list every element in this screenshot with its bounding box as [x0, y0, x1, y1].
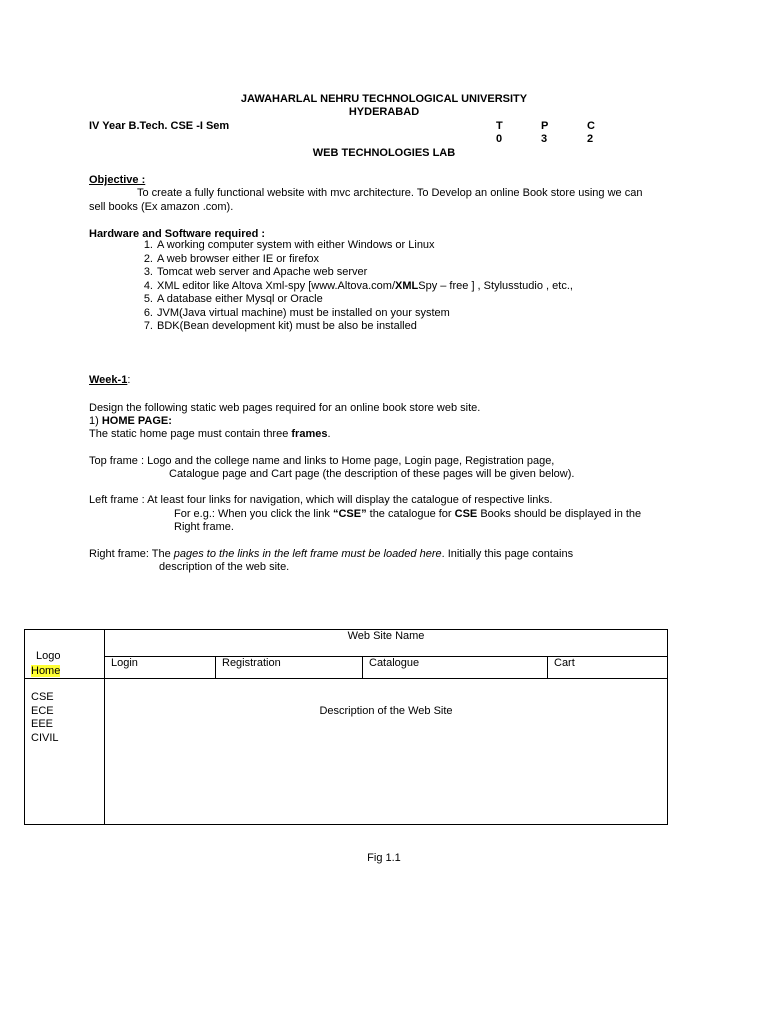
- website-layout-figure: [24, 629, 668, 825]
- tpc-label-p: P: [541, 120, 549, 132]
- list-number: 7.: [143, 320, 153, 332]
- list-text-post: Spy – free ] , Stylusstudio , etc.,: [418, 279, 573, 292]
- list-item: [113, 280, 573, 294]
- left-frame-mid: the catalogue for: [366, 508, 455, 520]
- description-cell: [105, 679, 668, 825]
- tpc-label-t: T: [496, 120, 503, 132]
- list-item: [113, 266, 573, 280]
- branch-links-cell: [25, 679, 105, 825]
- nav-login-cell: [105, 657, 216, 679]
- list-item: [113, 293, 573, 307]
- university-name: JAWAHARLAL NEHRU TECHNOLOGICAL UNIVERSITY: [240, 93, 528, 105]
- list-text: Tomcat web server and Apache web server: [157, 266, 368, 278]
- objective-heading: Objective :: [89, 174, 146, 186]
- requirements-list: [113, 239, 573, 334]
- list-item: [113, 239, 573, 253]
- frames-bold: frames: [291, 428, 328, 440]
- nav-catalogue: Catalogue: [369, 657, 420, 669]
- left-frame-line-1: Left frame : At least four links for navigation, which will display the catalogue of respective links.: [89, 494, 553, 506]
- list-item: [113, 253, 573, 267]
- nav-registration-cell: [216, 657, 363, 679]
- lab-title: WEB TECHNOLOGIES LAB: [312, 147, 456, 159]
- list-number: 2.: [143, 252, 153, 265]
- right-frame-pre: Right frame: The: [89, 548, 174, 560]
- top-frame-line-1: Top frame : Logo and the college name and links to Home page, Login page, Registration page,: [89, 455, 555, 467]
- left-frame-line-2: [174, 508, 641, 522]
- site-name-cell: [105, 630, 668, 657]
- week1-heading-line: [89, 374, 130, 388]
- list-text-pre: XML editor like Altova Xml-spy [www.Altova.com/: [157, 279, 396, 292]
- university-city: HYDERABAD: [348, 106, 420, 118]
- top-frame-line-2: Catalogue page and Cart page (the description of these pages will be given below).: [169, 468, 575, 480]
- right-frame-line-2: description of the web site.: [159, 561, 290, 573]
- tpc-value-p: 3: [541, 133, 548, 145]
- home-page-prefix: 1): [89, 415, 102, 427]
- tpc-label-c: C: [587, 120, 595, 132]
- tpc-value-c: 2: [587, 133, 594, 145]
- site-description: Description of the Web Site: [319, 705, 453, 717]
- left-frame-bold-cse: CSE: [454, 508, 478, 520]
- right-frame-italic: pages to the links in the left frame must be loaded here: [173, 548, 442, 560]
- week1-intro: Design the following static web pages required for an online book store web site.: [89, 402, 481, 414]
- nav-home-wrapper: [31, 665, 104, 679]
- objective-line-2: sell books (Ex amazon .com).: [89, 201, 234, 213]
- logo-label: Logo: [36, 650, 61, 662]
- list-number: 4.: [143, 279, 153, 292]
- branch-civil: CIVIL: [31, 731, 59, 744]
- nav-cart: Cart: [554, 657, 575, 669]
- list-item: [113, 307, 573, 321]
- frames-pre: The static home page must contain three: [89, 428, 292, 440]
- nav-home: Home: [31, 664, 61, 677]
- nav-registration: Registration: [222, 657, 281, 669]
- week1-colon: :: [127, 374, 131, 386]
- branch-ece: ECE: [31, 704, 54, 717]
- frames-post: .: [327, 428, 331, 440]
- list-number: 5.: [143, 293, 153, 305]
- left-frame-bold-cse-quoted: “CSE”: [332, 508, 367, 520]
- list-text-bold: XML: [395, 279, 419, 292]
- list-number: 6.: [143, 306, 153, 319]
- left-frame-pre: For e.g.: When you click the link: [174, 508, 333, 520]
- list-text: A web browser either IE or firefox: [157, 252, 320, 265]
- list-item: [113, 320, 573, 334]
- nav-cart-cell: [548, 657, 668, 679]
- frames-line: [89, 428, 331, 442]
- objective-line-1: To create a fully functional website with mvc architecture. To Develop an online Book store using we can: [137, 187, 643, 199]
- tpc-value-t: 0: [496, 133, 503, 145]
- left-frame-line-3: Right frame.: [174, 521, 234, 533]
- list-text: JVM(Java virtual machine) must be installed on your system: [157, 306, 450, 319]
- course-title: IV Year B.Tech. CSE -I Sem: [89, 120, 230, 132]
- list-text: A working computer system with either Windows or Linux: [157, 239, 435, 251]
- list-text: BDK(Bean development kit) must be also be installed: [157, 320, 417, 332]
- figure-caption: Fig 1.1: [367, 852, 401, 864]
- list-number: 1.: [143, 239, 153, 251]
- nav-catalogue-cell: [363, 657, 548, 679]
- list-text: A database either Mysql or Oracle: [157, 293, 323, 305]
- home-page-title: HOME PAGE:: [101, 415, 172, 427]
- nav-login: Login: [111, 657, 138, 669]
- home-page-line: [89, 415, 172, 429]
- logo-cell: [25, 630, 105, 679]
- right-frame-post: . Initially this page contains: [441, 548, 574, 560]
- branch-eee: EEE: [31, 718, 54, 730]
- site-name: Web Site Name: [347, 630, 425, 642]
- week1-heading: Week-1: [89, 374, 128, 386]
- requirements-heading: Hardware and Software required :: [89, 228, 266, 240]
- branch-cse: CSE: [31, 691, 54, 703]
- list-number: 3.: [143, 266, 153, 278]
- right-frame-line-1: [89, 548, 573, 562]
- left-frame-post: Books should be displayed in the: [477, 508, 642, 520]
